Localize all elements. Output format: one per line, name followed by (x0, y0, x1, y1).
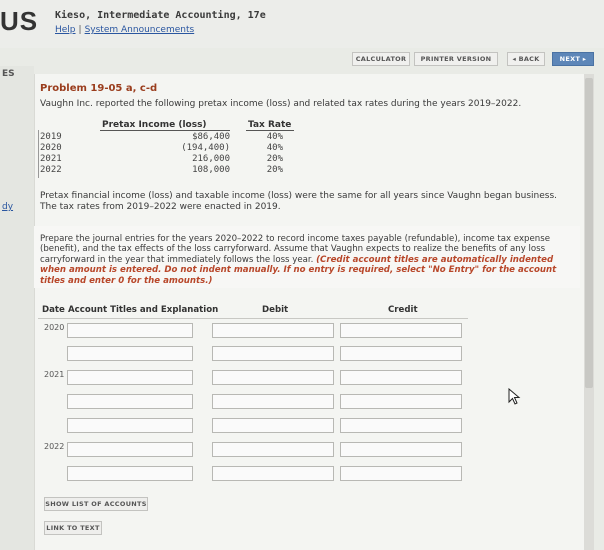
account-title-input[interactable] (67, 323, 193, 338)
printer-version-button[interactable]: PRINTER VERSION (414, 52, 498, 66)
income-year-cell: 2021 (40, 154, 62, 164)
tax-rate-cell: 40% (266, 132, 283, 142)
instructions-body: Prepare the journal entries for the years 2020–2022 to record income taxes payable (refundable), income tax expense (benefit), and the tax effects of the loss carryforward. Assume that Vaughn expects to realize the benefits of any loss carryforward in the year that immediately follows the loss year. (40, 234, 550, 265)
credit-amount-input[interactable] (340, 323, 462, 338)
debit-amount-input[interactable] (212, 394, 334, 409)
mouse-pointer-icon (508, 388, 522, 406)
credit-amount-input[interactable] (340, 346, 462, 361)
income-value-cell: 216,000 (192, 154, 230, 164)
link-to-text-button[interactable]: LINK TO TEXT (44, 521, 102, 535)
instructions-text (40, 234, 575, 286)
account-title-input[interactable] (67, 418, 193, 433)
debit-amount-input[interactable] (212, 442, 334, 457)
account-title-input[interactable] (67, 370, 193, 385)
journal-header-rule (38, 318, 468, 319)
income-value-cell: 108,000 (192, 165, 230, 175)
show-list-of-accounts-button[interactable]: SHOW LIST OF ACCOUNTS (44, 497, 148, 511)
book-title: Kieso, Intermediate Accounting, 17e (55, 10, 266, 21)
income-column-header: Pretax Income (loss) (102, 120, 207, 130)
table-left-border (38, 130, 39, 178)
tax-rate-cell: 20% (266, 165, 283, 175)
instructions-emphasis: (Credit account titles are automatically indented when amount is entered. Do not indent manually. If no entry is required, select "No Entry" for the account titles and enter 0 for the amounts.) (40, 254, 557, 286)
problem-title: Problem 19-05 a, c-d (40, 83, 158, 94)
calculator-button[interactable]: CALCULATOR (352, 52, 410, 66)
header-links (55, 25, 194, 35)
link-separator: | (78, 25, 82, 35)
next-button[interactable]: NEXT ▸ (552, 52, 594, 66)
income-header-rule (100, 130, 230, 131)
journal-year-label: 2022 (44, 442, 65, 451)
debit-amount-input[interactable] (212, 370, 334, 385)
debit-column-header: Debit (262, 305, 289, 315)
back-button[interactable]: ◂ BACK (507, 52, 545, 66)
account-title-input[interactable] (67, 394, 193, 409)
account-column-header: Account Titles and Explanation (68, 305, 219, 315)
debit-amount-input[interactable] (212, 346, 334, 361)
account-title-input[interactable] (67, 346, 193, 361)
scrollbar-thumb[interactable] (585, 78, 593, 388)
debit-amount-input[interactable] (212, 323, 334, 338)
credit-amount-input[interactable] (340, 442, 462, 457)
income-value-cell: (194,400) (181, 143, 230, 153)
credit-amount-input[interactable] (340, 418, 462, 433)
journal-year-label: 2021 (44, 370, 65, 379)
income-year-cell: 2022 (40, 165, 62, 175)
problem-paragraph: Pretax financial income (loss) and taxable income (loss) were the same for all years since Vaughn began business. The tax rates from 2019–2022 were enacted in 2019. (40, 191, 557, 212)
system-announcements-link[interactable]: System Announcements (84, 25, 195, 35)
side-panel-link[interactable]: dy (2, 202, 14, 212)
journal-year-label: 2020 (44, 323, 65, 332)
problem-intro: Vaughn Inc. reported the following pretax income (loss) and related tax rates during the years 2019–2022. (40, 99, 522, 109)
credit-amount-input[interactable] (340, 466, 462, 481)
tax-rate-cell: 40% (266, 143, 283, 153)
credit-column-header: Credit (388, 305, 418, 315)
app-header (0, 0, 604, 48)
date-column-header: Date (42, 305, 65, 315)
income-value-cell: $86,400 (192, 132, 230, 142)
tax-rate-cell: 20% (266, 154, 283, 164)
debit-amount-input[interactable] (212, 466, 334, 481)
help-link[interactable]: Help (55, 25, 76, 35)
credit-amount-input[interactable] (340, 394, 462, 409)
credit-amount-input[interactable] (340, 370, 462, 385)
debit-amount-input[interactable] (212, 418, 334, 433)
site-logo: US (0, 6, 39, 36)
side-panel (0, 66, 34, 550)
account-title-input[interactable] (67, 466, 193, 481)
rate-header-rule (246, 130, 294, 131)
side-panel-label: ES (2, 69, 15, 79)
account-title-input[interactable] (67, 442, 193, 457)
income-year-cell: 2020 (40, 143, 62, 153)
tax-rate-column-header: Tax Rate (248, 120, 292, 130)
income-year-cell: 2019 (40, 132, 62, 142)
